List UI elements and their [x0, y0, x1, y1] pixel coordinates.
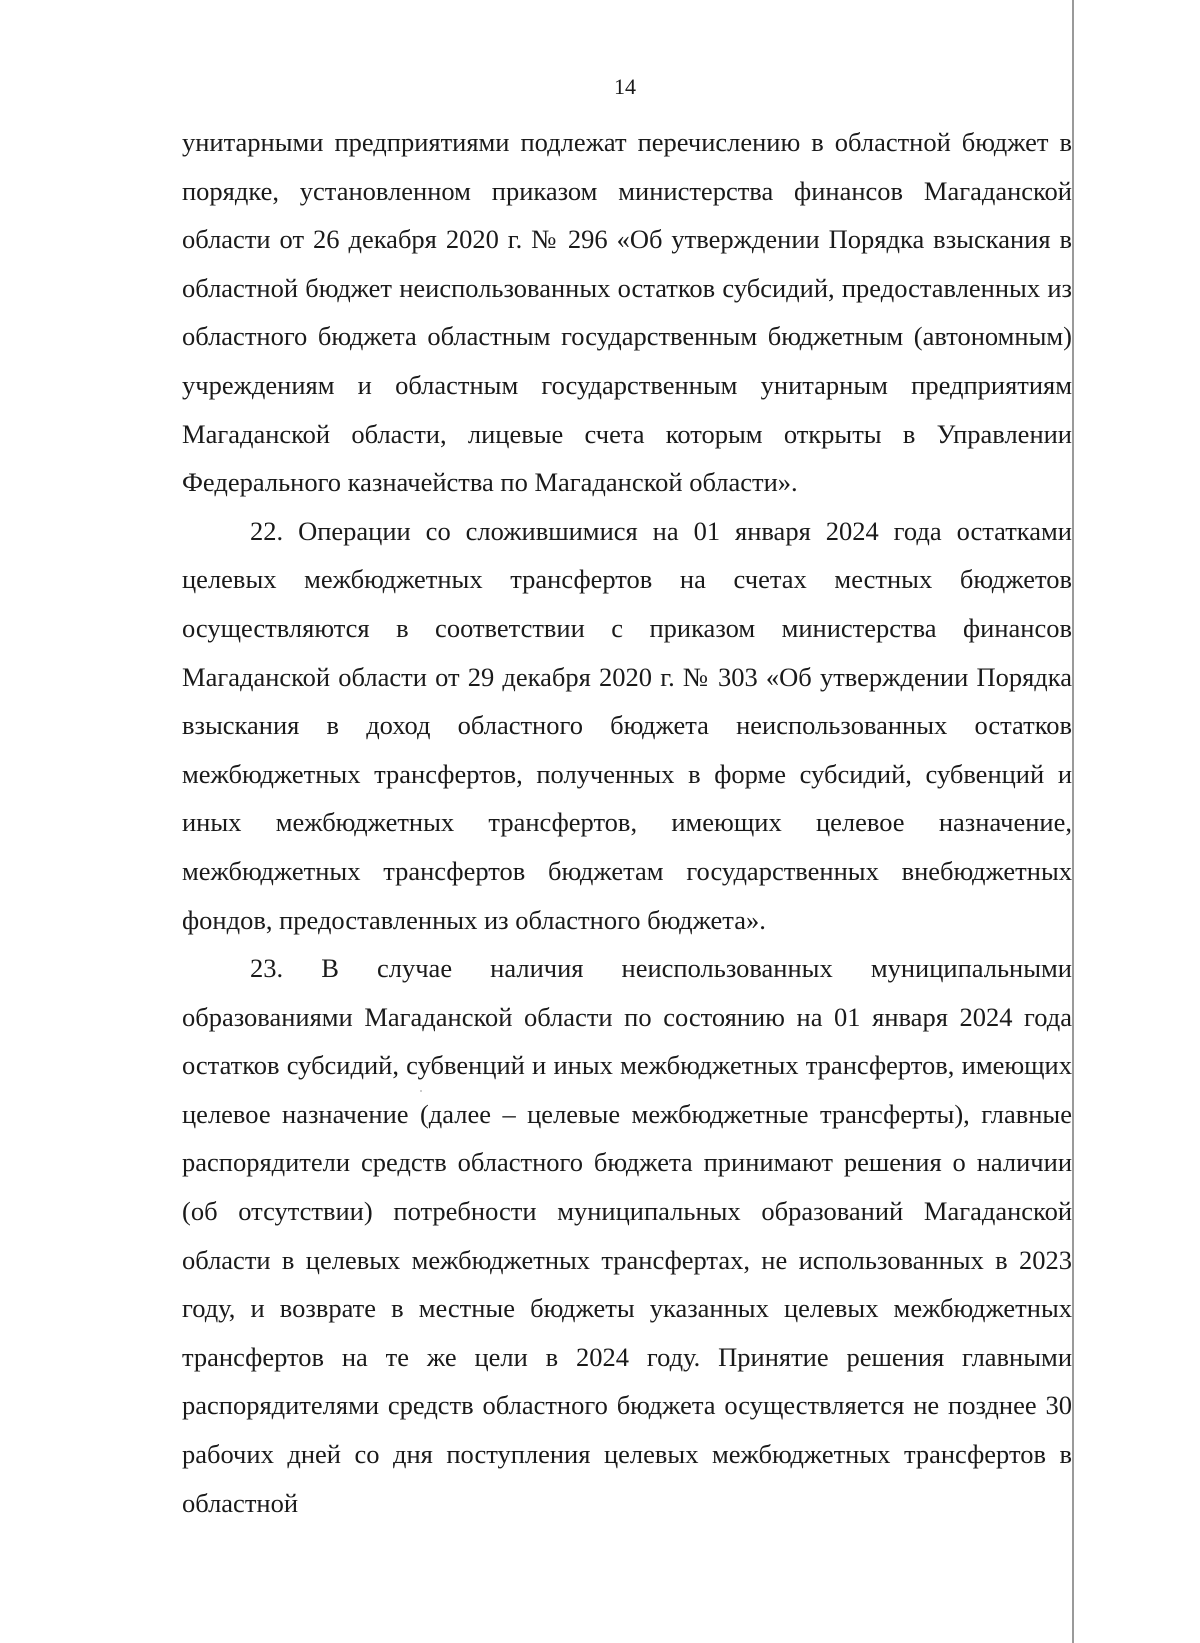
document-body [182, 118, 1072, 1527]
paragraph-continuation: унитарными предприятиями подлежат перечислению в областной бюджет в порядке, установленном приказом министерства финансов Магаданской области от 26 декабря 2020 г. № 296 «Об утверждении Порядка взыскания в областной бюджет неиспользованных остатков субсидий, предоставленных из областного бюджета областным государственным бюджетным (автономным) учреждениям и областным государственным унитарным предприятиям Магаданской области, лицевые счета которым открыты в Управлении Федерального казначейства по Магаданской области». [182, 127, 1072, 498]
scan-speck [420, 1090, 422, 1092]
scan-margin-line [1072, 0, 1074, 1643]
page-number: 14 [614, 74, 636, 99]
paragraph-23: 23. В случае наличия неиспользованных муниципальными образованиями Магаданской области по состоянию на 01 января 2024 года остатков субсидий, субвенций и иных межбюджетных трансфертов, имеющих целевое назначение (далее – целевые межбюджетные трансферты), главные распорядители средств областного бюджета принимают решения о наличии (об отсутствии) потребности муниципальных образований Магаданской области в целевых межбюджетных трансфертах, не использованных в 2023 году, и возврате в местные бюджеты указанных целевых межбюджетных трансфертов на те же цели в 2024 году. Принятие решения главными распорядителями средств областного бюджета осуществляется не позднее 30 рабочих дней со дня поступления целевых межбюджетных трансфертов в областной [182, 953, 1072, 1518]
paragraph-22: 22. Операции со сложившимися на 01 января 2024 года остатками целевых межбюджетных трансфертов на счетах местных бюджетов осуществляются в соответствии с приказом министерства финансов Магаданской области от 29 декабря 2020 г. № 303 «Об утверждении Порядка взыскания в доход областного бюджета неиспользованных остатков межбюджетных трансфертов, полученных в форме субсидий, субвенций и иных межбюджетных трансфертов, имеющих целевое назначение, межбюджетных трансфертов бюджетам государственных внебюджетных фондов, предоставленных из областного бюджета». [182, 515, 1072, 935]
